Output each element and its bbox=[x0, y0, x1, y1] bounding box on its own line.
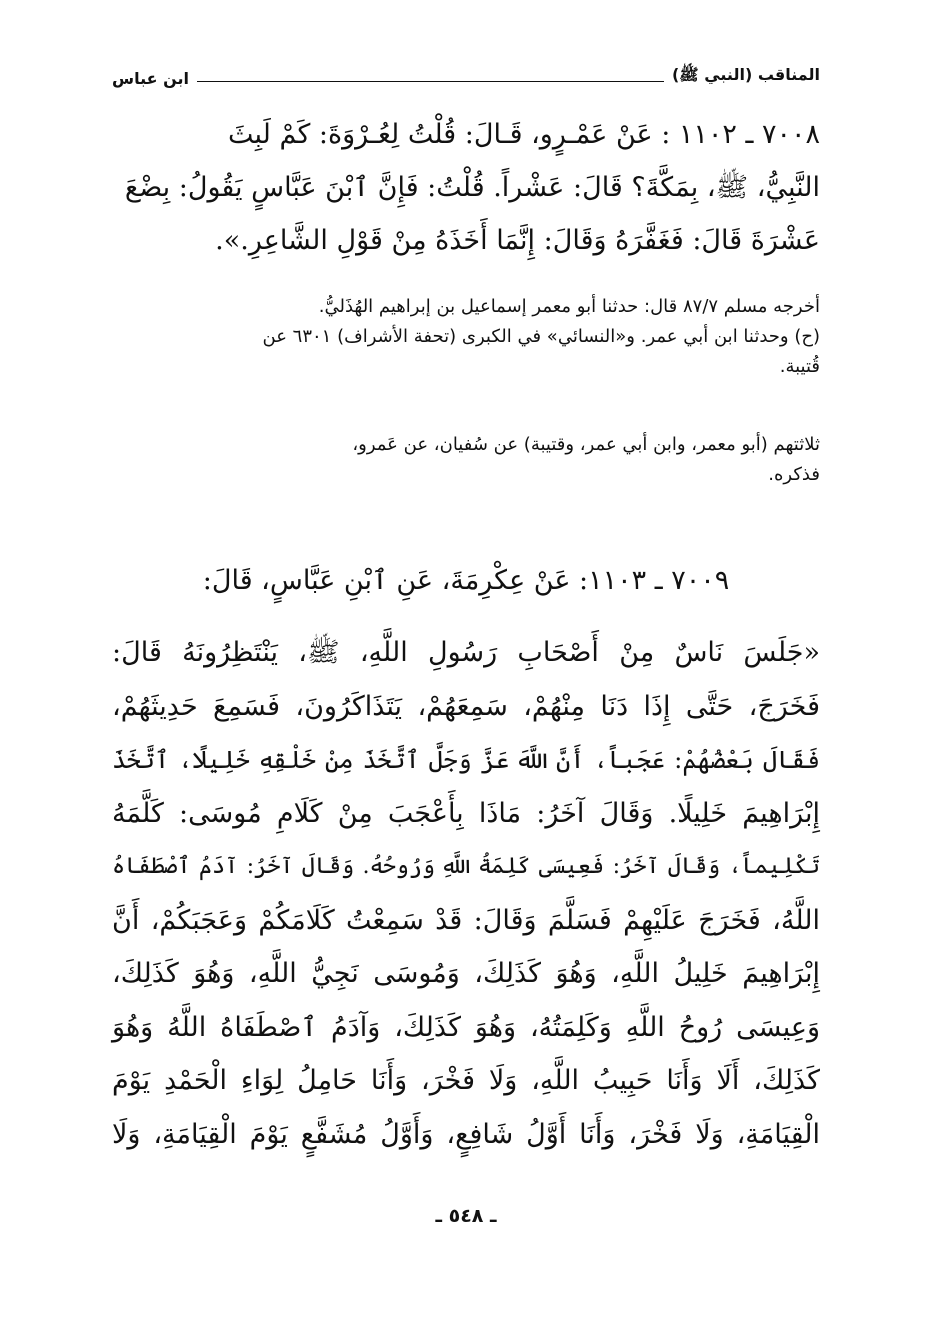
note-line: أخرجه مسلم ٨٧/٧ قال: حدثنا أبو معمر إسماعيل بن إبراهيم الهُذَليُّ. bbox=[318, 296, 820, 317]
hadith-7009-line: «جَلَسَ نَاسٌ مِنْ أَصْحَابِ رَسُولِ اللَّهِ، ﷺ، يَنْتَظِرُونَهُ قَالَ: bbox=[112, 637, 820, 668]
note-line: ثلاثتهم (أبو معمر، وابن أبي عمر، وقتيبة) عن سُفيان، عن عَمرو، bbox=[352, 434, 820, 455]
note-line: قُتيبة. bbox=[779, 356, 820, 377]
hadith-7009-line: إِبْرَاهِيمَ خَلِيلُ اللَّهِ، وَهُوَ كَذَلِكَ، وَمُوسَى نَجِيُّ اللَّهِ، وَهُوَ كَذَلِكَ، bbox=[112, 958, 820, 989]
running-head bbox=[112, 62, 820, 88]
note-line: فذكره. bbox=[768, 464, 820, 485]
hadith-7008 bbox=[112, 108, 820, 267]
takhrij-note-1 bbox=[112, 292, 820, 382]
hadith-7009-body bbox=[112, 626, 820, 1161]
hadith-7009-line: اللَّهُ، فَخَرَجَ عَلَيْهِمْ فَسَلَّمَ وَقَالَ: قَدْ سَمِعْتُ كَلَامَكُمْ وَعَجَبَكُمْ، أَنَّ bbox=[112, 904, 820, 936]
hadith-7008-line: النَّبِيُّ، ﷺ، بِمَكَّةَ؟ قَالَ: عَشْراً. قُلْتُ: فَإِنَّ ٱبْنَ عَبَّاسٍ يَقُولُ: بِضْعَ bbox=[124, 172, 820, 203]
hadith-7009-line: الْقِيَامَةِ، وَلَا فَخْرَ، وَأَنَا أَوَّلُ شَافِعٍ، وَأَوَّلُ مُشَفَّعٍ يَوْمَ الْقِيَامَةِ، وَلَا bbox=[112, 1118, 820, 1150]
running-head-rule bbox=[197, 81, 664, 82]
hadith-7009-line: تَكْلِيماً، وَقَالَ آخَرُ: فَعِيسَى كَلِمَةُ اللَّهِ وَرُوحُهُ. وَقَالَ آخَرُ: آدَمُ ٱصْطَفَاهُ bbox=[112, 853, 820, 879]
running-head-chapter: المناقب (النبي ﷺ) bbox=[671, 65, 820, 84]
hadith-7009-line: إِبْرَاهِيمَ خَلِيلًا. وَقَالَ آخَرُ: مَاذَا بِأَعْجَبَ مِنْ كَلَامِ مُوسَى: كَلَّمَهُ bbox=[112, 797, 820, 829]
hadith-7009-heading: ٧٠٠٩ ـ ١١٠٣: عَنْ عِكْرِمَةَ، عَنِ ٱبْنِ عَبَّاسٍ، قَالَ: bbox=[202, 565, 730, 596]
hadith-7009-line: فَقَالَ بَعْضُهُمْ: عَجَباً، أَنَّ اللَّهَ عَزَّ وَجَلَّ ٱتَّخَذَ مِنْ خَلْقِهِ خَلِيلًا، ٱتَّخَذَ bbox=[112, 745, 820, 774]
hadith-7009-line: فَخَرَجَ، حَتَّى إِذَا دَنَا مِنْهُمْ، سَمِعَهُمْ، يَتَذَاكَرُونَ، فَسَمِعَ حَدِيثَهُمْ، bbox=[112, 690, 820, 722]
running-head-section: ابن عباس bbox=[112, 69, 190, 88]
page-number: ـ ٥٤٨ ـ bbox=[435, 1205, 497, 1227]
note-line: (ح) وحدثنا ابن أبي عمر. و«النسائي» في الكبرى (تحفة الأشراف) ٦٣٠١ عن bbox=[262, 326, 820, 347]
hadith-7008-line: ٧٠٠٨ ـ ١١٠٢ : عَنْ عَمْـرٍو، قَـالَ: قُلْتُ لِعُـرْوَةَ: كَمْ لَبِثَ bbox=[228, 119, 820, 150]
hadith-7008-line: عَشْرَةَ قَالَ: فَغَفَّرَهُ وَقَالَ: إِنَّمَا أَخَذَهُ مِنْ قَوْلِ الشَّاعِرِ.». bbox=[215, 225, 820, 256]
hadith-7009-line: وَعِيسَى رُوحُ اللَّهِ وَكَلِمَتُهُ، وَهُوَ كَذَلِكَ، وَآدَمُ ٱصْطَفَاهُ اللَّهُ وَهُوَ bbox=[112, 1011, 820, 1043]
hadith-7009-line: كَذَلِكَ، أَلَا وَأَنَا حَبِيبُ اللَّهِ، وَلَا فَخْرَ، وَأَنَا حَامِلُ لِوَاءِ الْحَمْدِ يَوْمَ bbox=[112, 1065, 820, 1096]
takhrij-note-2 bbox=[112, 430, 820, 490]
